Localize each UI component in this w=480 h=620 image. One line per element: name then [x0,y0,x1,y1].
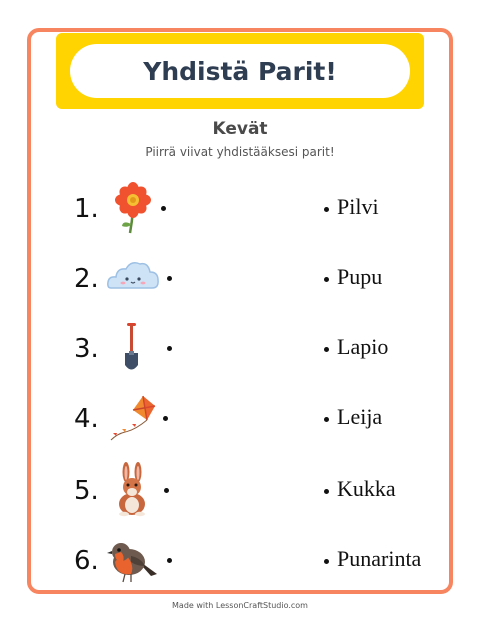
match-word: Pilvi [337,194,379,219]
left-dot[interactable] [163,416,168,421]
match-row [0,532,480,592]
right-dot[interactable] [324,207,329,212]
match-word: Pupu [337,264,383,289]
footer-credit: Made with LessonCraftStudio.com [172,601,308,610]
right-dot[interactable] [324,417,329,422]
match-row [0,250,480,310]
item-number: 6. [74,546,99,576]
right-dot[interactable] [324,347,329,352]
match-row [0,180,480,240]
shovel-icon [105,320,161,376]
item-number: 1. [74,194,99,224]
left-dot[interactable] [167,346,172,351]
right-dot[interactable] [324,489,329,494]
match-word: Kukka [337,476,396,501]
rabbit-icon [105,462,161,518]
flower-icon [105,180,161,236]
left-dot[interactable] [167,558,172,563]
left-dot[interactable] [161,206,166,211]
match-word: Leija [337,404,383,429]
instructions-text: Piirrä viivat yhdistääksesi parit! [145,145,335,159]
worksheet-subtitle: Kevät [212,119,268,139]
right-dot[interactable] [324,277,329,282]
item-number: 2. [74,264,99,294]
page-title: Yhdistä Parit! [143,56,337,86]
match-row [0,320,480,380]
match-row [0,462,480,522]
match-row [0,390,480,450]
title-banner [56,33,424,109]
item-number: 5. [74,476,99,506]
match-word: Punarinta [337,546,422,571]
kite-icon [105,390,161,446]
cloud-icon [105,250,161,306]
right-dot[interactable] [324,559,329,564]
robin-bird-icon [105,532,161,588]
left-dot[interactable] [164,488,169,493]
left-dot[interactable] [167,276,172,281]
item-number: 4. [74,404,99,434]
item-number: 3. [74,334,99,364]
title-pill [70,44,410,98]
match-word: Lapio [337,334,389,359]
